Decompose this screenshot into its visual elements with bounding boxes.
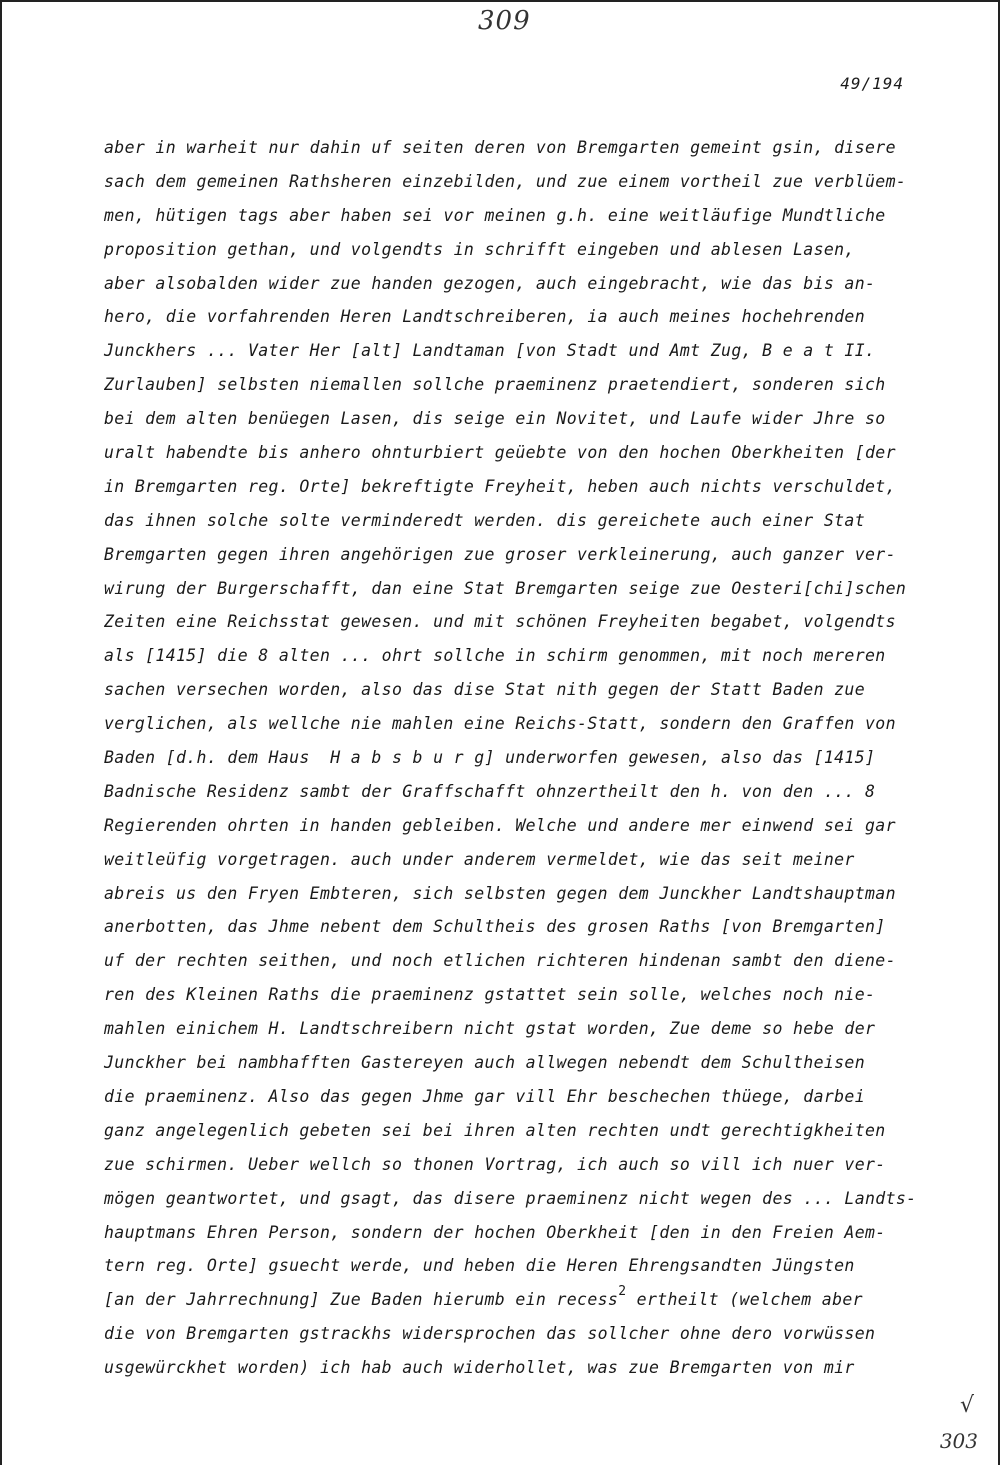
footnote-marker: 2 [618, 1284, 627, 1300]
text-line: zue schirmen. Ueber wellch so thonen Vortrag, ich auch so vill ich nuer ver- [104, 1154, 886, 1174]
text-line: abreis us den Fryen Embteren, sich selbsten gegen dem Junckher Landtshauptman [104, 883, 896, 903]
text-line: Baden [d.h. dem Haus H a b s b u r g] underworfen gewesen, also das [1415] [104, 748, 876, 768]
text-line: ganz angelegenlich gebeten sei bei ihren alten rechten undt gerechtigkheiten [104, 1120, 886, 1140]
text-line: wirung der Burgerschafft, dan eine Stat Bremgarten seige zue Oesteri[chi]schen [104, 578, 907, 598]
text-line: anerbotten, das Jhme nebent dem Schultheis des grosen Raths [von Bremgarten] [104, 917, 886, 937]
text-line: uralt habendte bis anhero ohnturbiert geüebte von den hochen Oberkheiten [der [104, 443, 896, 463]
text-line: men, hütigen tags aber haben sei vor meinen g.h. eine weitläufige Mundtliche [104, 205, 886, 225]
text-line: Junckhers ... Vater Her [alt] Landtaman [von Stadt und Amt Zug, B e a t II. [104, 341, 876, 361]
transcription-body [104, 131, 924, 1385]
text-line: Bremgarten gegen ihren angehörigen zue groser verkleinerung, auch ganzer ver- [104, 544, 896, 564]
text-line: die von Bremgarten gstrackhs widersprochen das sollcher ohne dero vorwüssen [104, 1324, 876, 1344]
text-line: in Bremgarten reg. Orte] bekreftigte Freyheit, heben auch nichts verschuldet, [104, 476, 896, 496]
text-line: das ihnen solche solte verminderedt werden. dis gereichete auch einer Stat [104, 510, 866, 530]
text-line: als [1415] die 8 alten ... ohrt sollche in schirm genommen, mit noch mereren [104, 646, 886, 666]
text-line: die praeminenz. Also das gegen Jhme gar vill Ehr beschechen thüege, darbei [104, 1086, 866, 1106]
text-line: verglichen, als wellche nie mahlen eine Reichs-Statt, sondern den Graffen von [104, 714, 896, 734]
text-line: aber alsobalden wider zue handen gezogen, auch eingebracht, wie das bis an- [104, 273, 876, 293]
text-line: Regierenden ohrten in handen gebleiben. Welche und andere mer einwend sei gar [104, 815, 896, 835]
text-line: uf der rechten seithen, und noch etlichen richteren hindenan sambt den diene- [104, 951, 896, 971]
text-line: hero, die vorfahrenden Heren Landtschreiberen, ia auch meines hochehrenden [104, 307, 866, 327]
text-line: bei dem alten benüegen Lasen, dis seige ein Novitet, und Laufe wider Jhre so [104, 409, 886, 429]
text-line: tern reg. Orte] gsuecht werde, und heben die Heren Ehrengsandten Jüngsten [104, 1256, 855, 1276]
text-line: sach dem gemeinen Rathsheren einzebilden, und zue einem vortheil zue verblüem- [104, 171, 907, 191]
text-line: Junckher bei nambhafften Gastereyen auch allwegen nebendt dem Schultheisen [104, 1053, 866, 1073]
text-line: aber in warheit nur dahin uf seiten deren von Bremgarten gemeint gsin, disere [104, 138, 896, 157]
text-segment: [an der Jahrrechnung] Zue Baden hierumb ein recess [104, 1290, 619, 1310]
handwritten-page-number: 309 [478, 6, 531, 36]
text-line: hauptmans Ehren Person, sondern der hochen Oberkheit [den in den Freien Aem- [104, 1222, 886, 1242]
page-reference: 49/194 [840, 74, 904, 93]
text-line: sachen versechen worden, also das dise Stat nith gegen der Statt Baden zue [104, 680, 866, 700]
folio-number: 303 [939, 1429, 978, 1453]
check-mark-icon: √ [959, 1393, 974, 1418]
archival-corner-mark [932, 1393, 982, 1453]
text-line: ren des Kleinen Raths die praeminenz gstattet sein solle, welches noch nie- [104, 985, 876, 1005]
text-line: Zurlauben] selbsten niemallen sollche praeminenz praetendiert, sonderen sich [104, 375, 886, 395]
text-segment: ertheilt (welchem aber [626, 1290, 863, 1310]
text-line: usgewürckhet worden) ich hab auch widerhollet, was zue Bremgarten von mir [104, 1358, 855, 1378]
text-line: mögen geantwortet, und gsagt, das disere praeminenz nicht wegen des ... Landts- [104, 1188, 917, 1208]
text-line: mahlen einichem H. Landtschreibern nicht gstat worden, Zue deme so hebe der [104, 1019, 876, 1039]
page-border-top [0, 0, 1000, 2]
text-line: Badnische Residenz sambt der Graffschafft ohnzertheilt den h. von den ... 8 [104, 781, 876, 801]
text-line-with-footnote [104, 1283, 924, 1317]
page-border-left [0, 0, 2, 1465]
text-line: proposition gethan, und volgendts in schrifft eingeben und ablesen Lasen, [104, 239, 855, 259]
text-line: weitleüfig vorgetragen. auch under anderem vermeldet, wie das seit meiner [104, 849, 855, 869]
text-line: Zeiten eine Reichsstat gewesen. und mit schönen Freyheiten begabet, volgendts [104, 612, 896, 632]
